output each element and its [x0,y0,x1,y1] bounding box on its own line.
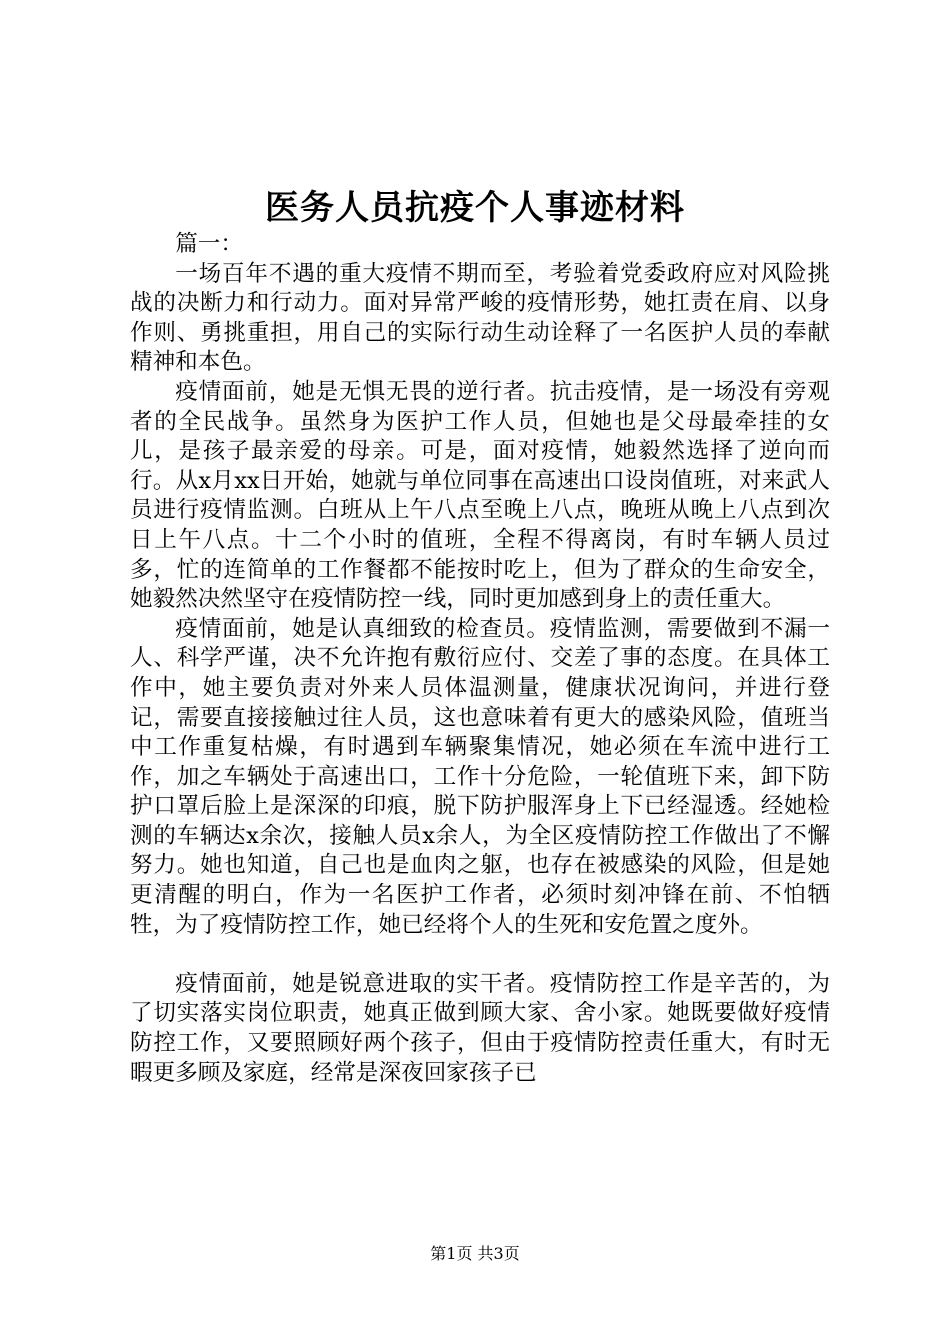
paragraph-1: 一场百年不遇的重大疫情不期而至，考验着党委政府应对风险挑战的决断力和行动力。面对异常严峻的疫情形势，她扛责在肩、以身作则、勇挑重担，用自己的实际行动生动诠释了一名医护人员的奉献精神和本色。 [130,260,830,376]
section-label: 篇一： [175,231,243,257]
paragraph-3: 疫情面前，她是认真细致的检查员。疫情监测，需要做到不漏一人、科学严谨，决不允许抱有敷衍应付、交差了事的态度。在具体工作中，她主要负责对外来人员体温测量，健康状况询问，并进行登记，需要直接接触过往人员，这也意味着有更大的感染风险，值班当中工作重复枯燥，有时遇到车辆聚集情况，她必须在车流中进行工作，加之车辆处于高速出口，工作十分危险，一轮值班下来，卸下防护口罩后脸上是深深的印痕，脱下防护服浑身上下已经湿透。经她检测的车辆达x余次，接触人员x余人，为全区疫情防控工作做出了不懈努力。她也知道，自己也是血肉之躯，也存在被感染的风险，但是她更清醒的明白，作为一名医护工作者，必须时刻冲锋在前、不怕牺牲，为了疫情防控工作，她已经将个人的生死和安危置之度外。 [130,615,830,938]
document-body [130,230,830,1088]
paragraph-4: 疫情面前，她是锐意进取的实干者。疫情防控工作是辛苦的，为了切实落实岗位职责，她真正做到顾大家、舍小家。她既要做好疫情防控工作，又要照顾好两个孩子，但由于疫情防控责任重大，有时无暇更多顾及家庭，经常是深夜回家孩子已 [130,970,830,1086]
paragraph-2: 疫情面前，她是无惧无畏的逆行者。抗击疫情，是一场没有旁观者的全民战争。虽然身为医护工作人员，但她也是父母最牵挂的女儿，是孩子最亲爱的母亲。可是，面对疫情，她毅然选择了逆向而行。从x月xx日开始，她就与单位同事在高速出口设岗值班，对来武人员进行疫情监测。白班从上午八点至晚上八点，晚班从晚上八点到次日上午八点。十二个小时的值班，全程不得离岗，有时车辆人员过多，忙的连简单的工作餐都不能按时吃上，但为了群众的生命安全，她毅然决然坚守在疫情防控一线，同时更加感到身上的责任重大。 [130,378,830,613]
page-footer: 第1页 共3页 [430,1244,520,1263]
document-title: 医务人员抗疫个人事迹材料 [265,188,685,228]
